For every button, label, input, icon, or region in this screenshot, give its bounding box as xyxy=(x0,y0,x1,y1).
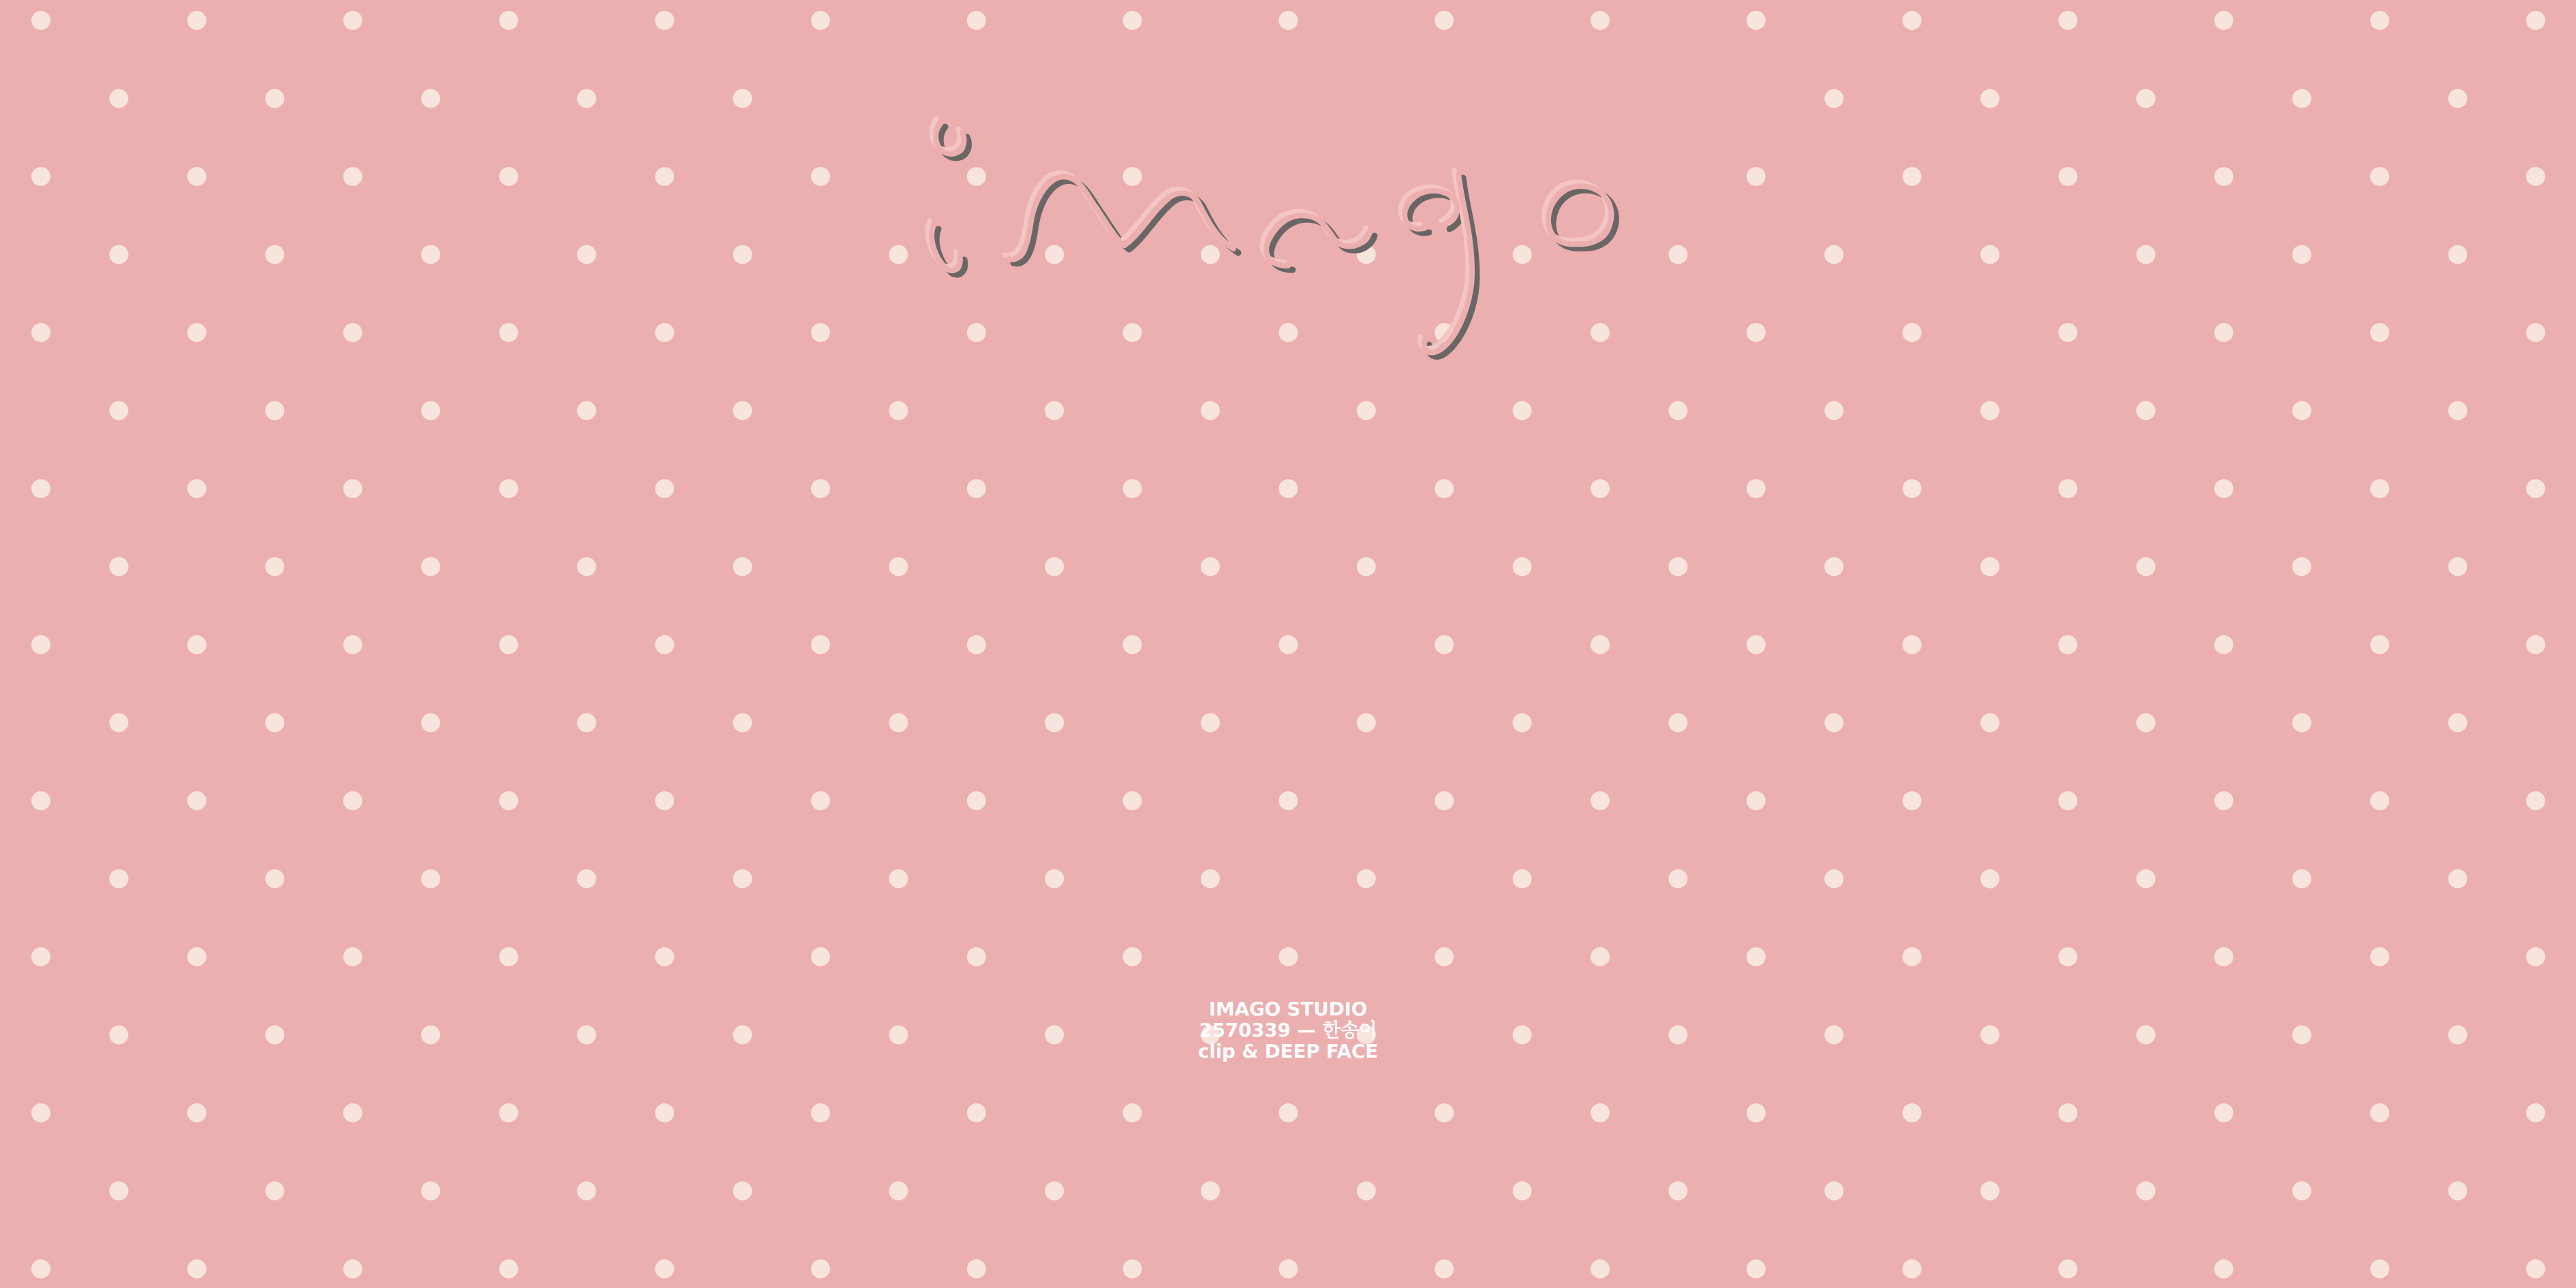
polka-dot xyxy=(811,323,830,342)
student-id-name: 2570339 — 한송이 xyxy=(1199,1019,1377,1041)
polka-dot xyxy=(343,479,363,498)
polka-dot xyxy=(577,1182,596,1201)
polka-dot xyxy=(1668,557,1687,577)
polka-dot xyxy=(421,557,440,577)
polka-dot xyxy=(733,1026,752,1045)
polka-dot xyxy=(1980,870,1999,889)
polka-dot xyxy=(2448,714,2467,733)
polka-dot xyxy=(1980,89,1999,108)
polka-dot xyxy=(31,791,50,810)
polka-dot xyxy=(265,245,284,264)
polka-dot xyxy=(31,1103,50,1122)
polka-dot xyxy=(421,89,440,108)
polka-dot xyxy=(1357,401,1376,420)
polka-dot xyxy=(2136,245,2156,264)
polka-dot xyxy=(2214,11,2233,30)
polka-dot xyxy=(187,1259,206,1278)
polka-dot xyxy=(2214,635,2233,654)
polka-dot xyxy=(889,714,908,733)
polka-dot xyxy=(2058,791,2077,810)
polka-dot xyxy=(499,479,518,498)
polka-dot xyxy=(187,479,206,498)
polka-dot xyxy=(811,791,830,810)
polka-dot xyxy=(31,167,50,186)
polka-dot xyxy=(1903,635,1922,654)
polka-dot xyxy=(31,1259,50,1278)
polka-dot xyxy=(265,1026,284,1045)
polka-dot xyxy=(2058,947,2077,966)
polka-dot xyxy=(1357,1182,1376,1201)
polka-dot xyxy=(1278,635,1298,654)
polka-dot xyxy=(2136,870,2156,889)
polka-dot xyxy=(811,1103,830,1122)
polka-dot xyxy=(1513,1026,1532,1045)
polka-dot xyxy=(1435,635,1454,654)
polka-dot xyxy=(1435,947,1454,966)
polka-dot xyxy=(1045,1182,1064,1201)
polka-dot xyxy=(577,557,596,577)
polka-dot xyxy=(109,401,128,420)
polka-dot xyxy=(1045,870,1064,889)
polka-dot xyxy=(1123,947,1142,966)
polka-dot xyxy=(109,89,128,108)
polka-dot xyxy=(187,1103,206,1122)
polka-dot xyxy=(343,323,363,342)
polka-dot xyxy=(2526,1103,2545,1122)
polka-dot xyxy=(1747,11,1766,30)
polka-dot xyxy=(811,479,830,498)
polka-dot xyxy=(1668,714,1687,733)
polka-dot xyxy=(2214,947,2233,966)
polka-dot xyxy=(1201,1182,1220,1201)
polka-dot xyxy=(1123,1103,1142,1122)
polka-dot xyxy=(1903,947,1922,966)
polka-dot xyxy=(655,479,674,498)
polka-dot xyxy=(265,401,284,420)
polka-dot xyxy=(2293,89,2312,108)
polka-dot xyxy=(655,635,674,654)
polka-dot xyxy=(31,947,50,966)
polka-dot xyxy=(2448,401,2467,420)
polka-dot xyxy=(1824,1182,1843,1201)
polka-dot xyxy=(1123,11,1142,30)
polka-dot xyxy=(1278,1259,1298,1278)
polka-dot xyxy=(2058,11,2077,30)
polka-dot xyxy=(2214,323,2233,342)
polka-dot xyxy=(1123,479,1142,498)
polka-dot xyxy=(889,557,908,577)
polka-dot xyxy=(889,1182,908,1201)
polka-dot xyxy=(343,11,363,30)
polka-dot xyxy=(2526,1259,2545,1278)
polka-dot xyxy=(1747,1259,1766,1278)
polka-dot xyxy=(577,89,596,108)
polka-dot xyxy=(1591,1259,1610,1278)
polka-dot xyxy=(1747,479,1766,498)
polka-dot xyxy=(1747,323,1766,342)
polka-dot xyxy=(889,245,908,264)
polka-dot xyxy=(967,947,986,966)
polka-dot xyxy=(2293,1182,2312,1201)
polka-dot xyxy=(1435,1103,1454,1122)
polka-dot xyxy=(2448,557,2467,577)
polka-dot xyxy=(1513,557,1532,577)
polka-dot xyxy=(343,167,363,186)
polka-dot xyxy=(889,401,908,420)
polka-dot xyxy=(1278,479,1298,498)
studio-name: IMAGO STUDIO xyxy=(1208,998,1368,1020)
polka-dot xyxy=(2214,1103,2233,1122)
polka-dot xyxy=(1903,11,1922,30)
polka-dot xyxy=(343,947,363,966)
polka-dot xyxy=(187,167,206,186)
polka-dot xyxy=(1201,714,1220,733)
polka-dot xyxy=(1824,870,1843,889)
polka-dot xyxy=(2370,479,2389,498)
polka-dot xyxy=(1824,401,1843,420)
polka-dot xyxy=(2136,1026,2156,1045)
polka-dot xyxy=(1201,557,1220,577)
polka-dot xyxy=(1123,1259,1142,1278)
polka-dot xyxy=(343,791,363,810)
polka-dot xyxy=(31,479,50,498)
polka-dot xyxy=(577,1026,596,1045)
polka-dot xyxy=(499,947,518,966)
polka-dot xyxy=(1903,791,1922,810)
polka-dot xyxy=(343,635,363,654)
polka-dot xyxy=(733,245,752,264)
polka-dot xyxy=(343,1103,363,1122)
polka-dot xyxy=(1824,89,1843,108)
polka-dot xyxy=(1903,1103,1922,1122)
polka-dot xyxy=(811,635,830,654)
polka-dot xyxy=(109,714,128,733)
polka-dot xyxy=(265,89,284,108)
polka-dot xyxy=(967,635,986,654)
polka-dot xyxy=(1747,167,1766,186)
polka-dot xyxy=(2058,323,2077,342)
polka-dot xyxy=(967,1259,986,1278)
polka-dot xyxy=(265,870,284,889)
polka-dot xyxy=(1747,1103,1766,1122)
polka-dot xyxy=(1045,557,1064,577)
polka-dot xyxy=(2293,714,2312,733)
polka-dot xyxy=(655,11,674,30)
polka-dot xyxy=(1824,557,1843,577)
polka-dot xyxy=(2136,401,2156,420)
polka-dot xyxy=(109,870,128,889)
polka-dot xyxy=(889,1026,908,1045)
polka-dot xyxy=(109,1182,128,1201)
polka-dot xyxy=(577,401,596,420)
polka-dot xyxy=(2448,1026,2467,1045)
polka-dot xyxy=(1357,870,1376,889)
polka-dot xyxy=(187,11,206,30)
polka-dot xyxy=(1435,1259,1454,1278)
polka-dot xyxy=(1357,557,1376,577)
polka-dot xyxy=(1591,947,1610,966)
polka-dot xyxy=(31,323,50,342)
polka-dot xyxy=(1435,479,1454,498)
polka-dot xyxy=(1513,714,1532,733)
polka-dot xyxy=(1591,1103,1610,1122)
polka-dot xyxy=(655,1259,674,1278)
polka-dot xyxy=(1278,947,1298,966)
polka-dot xyxy=(1747,947,1766,966)
polka-dot xyxy=(2136,557,2156,577)
polka-dot xyxy=(2058,635,2077,654)
polka-dot xyxy=(1591,11,1610,30)
polka-dot xyxy=(2136,89,2156,108)
polka-dot xyxy=(421,714,440,733)
polka-dot xyxy=(1278,1103,1298,1122)
polka-dot xyxy=(2526,11,2545,30)
polka-dot xyxy=(1123,635,1142,654)
polka-dot xyxy=(1980,401,1999,420)
polka-dot xyxy=(1747,635,1766,654)
polka-dot xyxy=(1903,167,1922,186)
polka-dot xyxy=(1045,1026,1064,1045)
polka-dot xyxy=(655,1103,674,1122)
polka-dot xyxy=(1668,1026,1687,1045)
polka-dot xyxy=(2370,1259,2389,1278)
polka-dot xyxy=(1513,401,1532,420)
polka-dot xyxy=(187,791,206,810)
polka-dot xyxy=(1980,714,1999,733)
polka-dot xyxy=(343,1259,363,1278)
polka-dot xyxy=(733,557,752,577)
polka-dot xyxy=(2214,167,2233,186)
polka-dot xyxy=(1980,1182,1999,1201)
polka-dot xyxy=(577,714,596,733)
polka-dot xyxy=(967,1103,986,1122)
polka-dot xyxy=(499,635,518,654)
polka-dot xyxy=(1435,11,1454,30)
polka-dot xyxy=(1824,714,1843,733)
polka-dot xyxy=(2370,635,2389,654)
polka-dot xyxy=(733,870,752,889)
polka-dot xyxy=(265,557,284,577)
polka-dot xyxy=(2293,1026,2312,1045)
polka-dot xyxy=(733,714,752,733)
polka-dot xyxy=(1668,870,1687,889)
polka-dot xyxy=(2293,557,2312,577)
polka-dot xyxy=(1747,791,1766,810)
polka-dot xyxy=(187,635,206,654)
polka-dot xyxy=(811,947,830,966)
polka-dot xyxy=(1278,791,1298,810)
polka-dot xyxy=(1980,557,1999,577)
polka-dot xyxy=(655,167,674,186)
polka-dot xyxy=(811,1259,830,1278)
polka-dot xyxy=(577,870,596,889)
polka-dot xyxy=(421,1026,440,1045)
polka-dot xyxy=(31,11,50,30)
polka-dot xyxy=(1591,791,1610,810)
polka-dot xyxy=(889,870,908,889)
polka-dot xyxy=(265,1182,284,1201)
polka-dot xyxy=(1591,635,1610,654)
polka-dot xyxy=(1045,714,1064,733)
polka-dot xyxy=(2526,479,2545,498)
polka-dot xyxy=(655,947,674,966)
polka-dot xyxy=(2448,1182,2467,1201)
polka-dot xyxy=(733,1182,752,1201)
polka-dot xyxy=(2448,89,2467,108)
polka-dot xyxy=(2370,947,2389,966)
polka-dot xyxy=(1980,1026,1999,1045)
polka-dot xyxy=(733,89,752,108)
polka-dot xyxy=(2370,11,2389,30)
polka-dot xyxy=(109,245,128,264)
polka-dot xyxy=(499,323,518,342)
polka-dot xyxy=(187,947,206,966)
polka-dot xyxy=(1201,401,1220,420)
polka-dot xyxy=(187,323,206,342)
polka-dot xyxy=(499,167,518,186)
credits-block xyxy=(1152,998,1424,1062)
polka-dot xyxy=(1357,714,1376,733)
polka-dot xyxy=(2370,167,2389,186)
polka-dot xyxy=(655,323,674,342)
polka-dot xyxy=(2526,323,2545,342)
imago-logo xyxy=(906,95,1690,402)
polka-dot xyxy=(1045,401,1064,420)
polka-dot xyxy=(1903,323,1922,342)
polka-dot xyxy=(2370,791,2389,810)
polka-dot xyxy=(1903,479,1922,498)
polka-dot xyxy=(1513,1182,1532,1201)
polka-dot xyxy=(421,1182,440,1201)
polka-dot xyxy=(2214,479,2233,498)
polka-dot xyxy=(811,167,830,186)
polka-dot xyxy=(421,870,440,889)
polka-dot xyxy=(31,635,50,654)
polka-dot xyxy=(733,401,752,420)
polka-dot xyxy=(2293,870,2312,889)
polka-dot xyxy=(811,11,830,30)
polka-dot xyxy=(499,791,518,810)
polka-dot xyxy=(1980,245,1999,264)
polka-dot xyxy=(421,401,440,420)
polka-dot xyxy=(1201,870,1220,889)
polka-dot xyxy=(967,11,986,30)
polka-dot xyxy=(499,11,518,30)
polka-dot xyxy=(499,1103,518,1122)
polka-dot xyxy=(2214,1259,2233,1278)
polka-dot xyxy=(2058,1259,2077,1278)
polka-dot xyxy=(2370,1103,2389,1122)
polka-dot xyxy=(1668,401,1687,420)
polka-dot xyxy=(577,245,596,264)
polka-dot xyxy=(2058,479,2077,498)
polka-dot xyxy=(2293,401,2312,420)
polka-dot xyxy=(2293,245,2312,264)
polka-dot xyxy=(109,1026,128,1045)
polka-dot xyxy=(1123,791,1142,810)
polka-dot xyxy=(265,714,284,733)
polka-dot xyxy=(2136,1182,2156,1201)
polka-dot xyxy=(1513,870,1532,889)
polka-dot xyxy=(109,557,128,577)
polka-dot xyxy=(1668,1182,1687,1201)
polka-dot xyxy=(2448,245,2467,264)
polka-dot xyxy=(1435,791,1454,810)
polka-dot xyxy=(1591,479,1610,498)
polka-dot xyxy=(967,479,986,498)
polka-dot xyxy=(1903,1259,1922,1278)
polka-dot xyxy=(1824,245,1843,264)
polka-dot xyxy=(967,791,986,810)
polka-dot xyxy=(2214,791,2233,810)
polka-dot xyxy=(2526,167,2545,186)
polka-dot xyxy=(2058,167,2077,186)
polka-dot xyxy=(1824,1026,1843,1045)
polka-dot xyxy=(2526,947,2545,966)
polka-dot xyxy=(2136,714,2156,733)
polka-dot xyxy=(2058,1103,2077,1122)
polka-dot xyxy=(421,245,440,264)
polka-dot xyxy=(655,791,674,810)
polka-dot xyxy=(499,1259,518,1278)
project-title: clip & DEEP FACE xyxy=(1198,1040,1378,1062)
polka-dot xyxy=(2370,323,2389,342)
polka-dot xyxy=(2448,870,2467,889)
polka-dot xyxy=(1278,11,1298,30)
polka-dot xyxy=(2526,791,2545,810)
polka-dot xyxy=(2526,635,2545,654)
